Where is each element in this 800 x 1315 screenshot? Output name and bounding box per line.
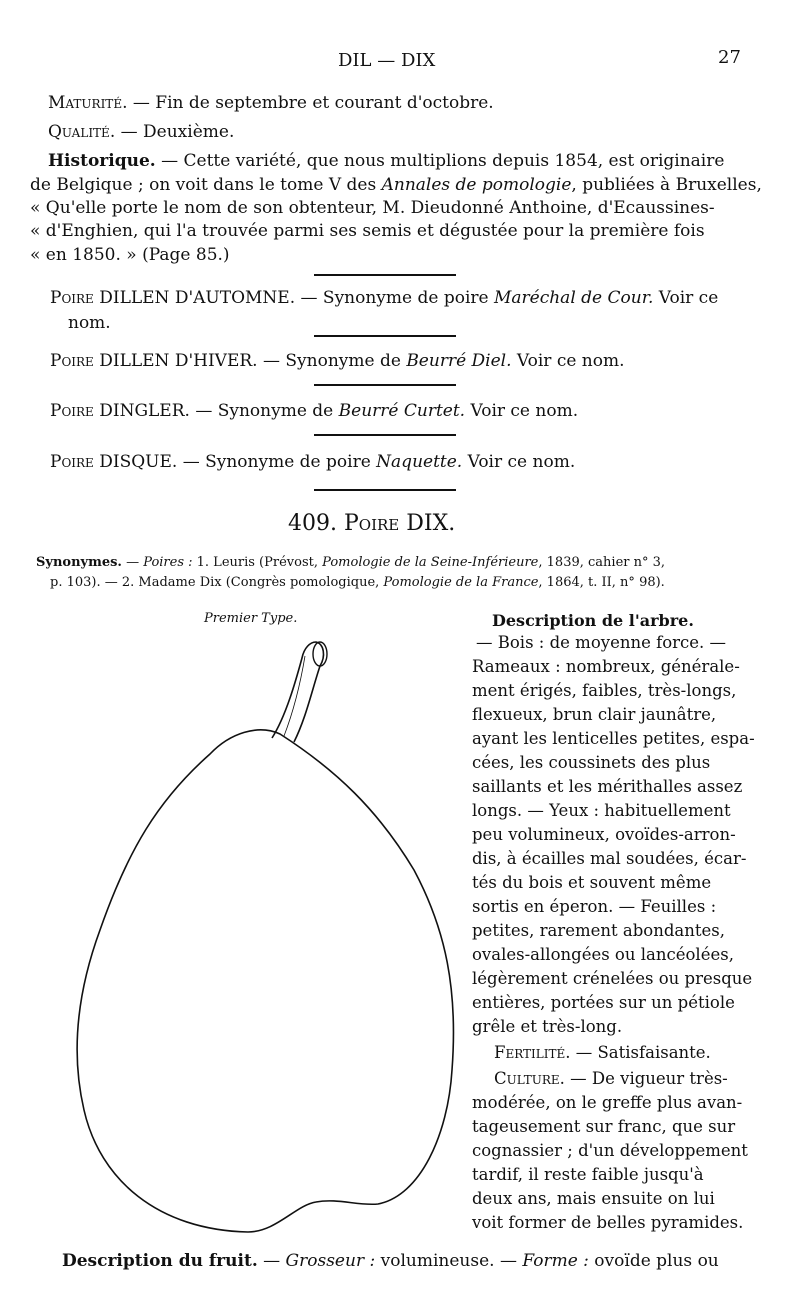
fertilite-text: — Satisfaisante. [570, 1043, 711, 1062]
arbre-line: peu volumineux, ovoïdes-arron- [472, 825, 736, 844]
maturite-text: — Fin de septembre et courant d'octobre. [127, 93, 494, 113]
culture-line: modérée, on le greffe plus avan- [472, 1093, 743, 1112]
historique-line-5: « en 1850. » (Page 85.) [30, 245, 230, 265]
section-number: 409. [288, 511, 337, 536]
figure-caption: Premier Type. [204, 611, 298, 626]
separator-rule [314, 489, 456, 491]
entry-tail: Voir ce nom. [511, 351, 625, 371]
arbre-line: entières, portées sur un pétiole [472, 993, 735, 1012]
historique-label: Historique. [48, 151, 156, 171]
arbre-line: saillants et les mérithalles assez [472, 777, 743, 796]
entry-text: — Synonyme de [189, 401, 339, 421]
separator-rule [314, 434, 456, 436]
culture-line [494, 1069, 764, 1088]
culture-line: tardif, il reste faible jusqu'à [472, 1165, 704, 1184]
arbre-line: cées, les coussinets des plus [472, 753, 711, 772]
separator-rule [314, 384, 456, 386]
entry-prefix: Poire [50, 288, 94, 308]
entry-prefix: Poire [50, 452, 94, 472]
entry-tail: Voir ce [653, 288, 719, 308]
section-prefix: Poire [343, 511, 400, 536]
entry-text: — Synonyme de [257, 351, 407, 371]
entry-ref: Naquette. [376, 452, 463, 472]
culture-line: deux ans, mais ensuite on lui [472, 1189, 715, 1208]
arbre-line: grêle et très-long. [472, 1017, 623, 1036]
entry-name: DILLEN D'HIVER. [99, 351, 258, 371]
maturite-line [48, 93, 494, 113]
arbre-line: ment érigés, faibles, très-longs, [472, 681, 737, 700]
maturite-label: Maturité. [48, 93, 128, 113]
historique-text-2a: de Belgique ; on voit dans le tome V des [30, 175, 382, 195]
entry-ref: Beurré Curtet. [338, 401, 466, 421]
synonymes-ref-2: Pomologie de la France [383, 575, 539, 590]
entry-dillen-automne [50, 288, 718, 308]
arbre-line: petites, rarement abondantes, [472, 921, 725, 940]
qualite-label: Qualité. [48, 122, 116, 142]
arbre-heading: Description de l'arbre. [492, 611, 694, 630]
separator-rule [314, 274, 456, 276]
historique-line-4: « d'Enghien, qui l'a trouvée parmi ses semis et dégustée pour la première fois [30, 221, 705, 241]
qualite-line [48, 122, 234, 142]
fruit-text-e: ovoïde plus ou [588, 1251, 719, 1271]
historique-text-2c: , publiées à Bruxelles, [571, 175, 762, 195]
arbre-line: légèrement crénelées ou presque [472, 969, 753, 988]
culture-label: Culture. [494, 1069, 565, 1088]
synonymes-line-2 [50, 575, 665, 590]
historique-annales: Annales de pomologie [381, 175, 572, 195]
running-title: DIL — DIX [338, 50, 436, 71]
section-name: DIX. [406, 511, 456, 536]
synonymes-ref-1: Pomologie de la Seine-Inférieure [322, 555, 539, 570]
culture-text: — De vigueur très- [564, 1069, 728, 1088]
synonymes-line-1 [36, 555, 665, 570]
entry-name: DILLEN D'AUTOMNE. [99, 288, 296, 308]
synonymes-text-2a: p. 103). — 2. Madame Dix (Congrès pomologique, [50, 575, 384, 590]
entry-prefix: Poire [50, 401, 94, 421]
entry-text: — Synonyme de poire [177, 452, 377, 472]
historique-line-3: « Qu'elle porte le nom de son obtenteur, M. Dieudonné Anthoine, d'Ecaussines- [30, 198, 715, 218]
arbre-line: longs. — Yeux : habituellement [472, 801, 731, 820]
pear-outline [77, 730, 453, 1232]
arbre-line: sortis en éperon. — Feuilles : [472, 897, 717, 916]
entry-dillen-automne-cont: nom. [68, 313, 111, 333]
synonymes-label: Synonymes. [36, 555, 122, 570]
stalk-end [313, 642, 327, 666]
arbre-line: tés du bois et souvent même [472, 873, 712, 892]
arbre-line: ayant les lenticelles petites, espa- [472, 729, 755, 748]
qualite-text: — Deuxième. [115, 122, 235, 142]
entry-dillen-hiver [50, 351, 625, 371]
arbre-line: — Bois : de moyenne force. — [476, 633, 727, 652]
historique-line-1 [48, 151, 740, 171]
culture-line: cognassier ; d'un développement [472, 1141, 748, 1160]
fruit-text-c: volumineuse. — [375, 1251, 523, 1271]
fruit-text-a: — [257, 1251, 286, 1271]
culture-line: voit former de belles pyramides. [472, 1213, 744, 1232]
fruit-forme: Forme : [522, 1251, 589, 1271]
entry-name: DINGLER. [99, 401, 190, 421]
fruit-line [62, 1251, 719, 1271]
entry-dingler [50, 401, 578, 421]
entry-prefix: Poire [50, 351, 94, 371]
separator-rule [314, 335, 456, 337]
synonymes-dash: — [121, 555, 144, 570]
page-number: 27 [718, 47, 741, 68]
pear-illustration [48, 630, 468, 1245]
entry-text: — Synonyme de poire [295, 288, 494, 308]
historique-line-2 [30, 175, 762, 195]
entry-disque [50, 452, 575, 472]
section-heading [288, 511, 455, 536]
historique-text-1: — Cette variété, que nous multiplions depuis 1854, est originaire [155, 151, 725, 171]
culture-line: tageusement sur franc, que sur [472, 1117, 736, 1136]
arbre-line: ovales-allongées ou lancéolées, [472, 945, 734, 964]
entry-name: DISQUE. [99, 452, 178, 472]
fertilite-label: Fertilité. [494, 1043, 571, 1062]
synonymes-text-2c: , 1864, t. II, n° 98). [538, 575, 665, 590]
synonymes-text-1c: 1. Leuris (Prévost, [192, 555, 323, 570]
arbre-line: Rameaux : nombreux, générale- [472, 657, 740, 676]
fruit-label: Description du fruit. [62, 1251, 258, 1271]
entry-ref: Maréchal de Cour. [493, 288, 654, 308]
arbre-line: flexueux, brun clair jaunâtre, [472, 705, 717, 724]
synonymes-text-1e: , 1839, cahier n° 3, [538, 555, 666, 570]
arbre-line: dis, à écailles mal soudées, écar- [472, 849, 747, 868]
synonymes-poires: Poires : [143, 555, 193, 570]
entry-tail: Voir ce nom. [462, 452, 576, 472]
entry-tail: Voir ce nom. [465, 401, 579, 421]
entry-ref: Beurré Diel. [406, 351, 512, 371]
fertilite-line [494, 1043, 764, 1062]
fruit-grosseur: Grosseur : [285, 1251, 376, 1271]
